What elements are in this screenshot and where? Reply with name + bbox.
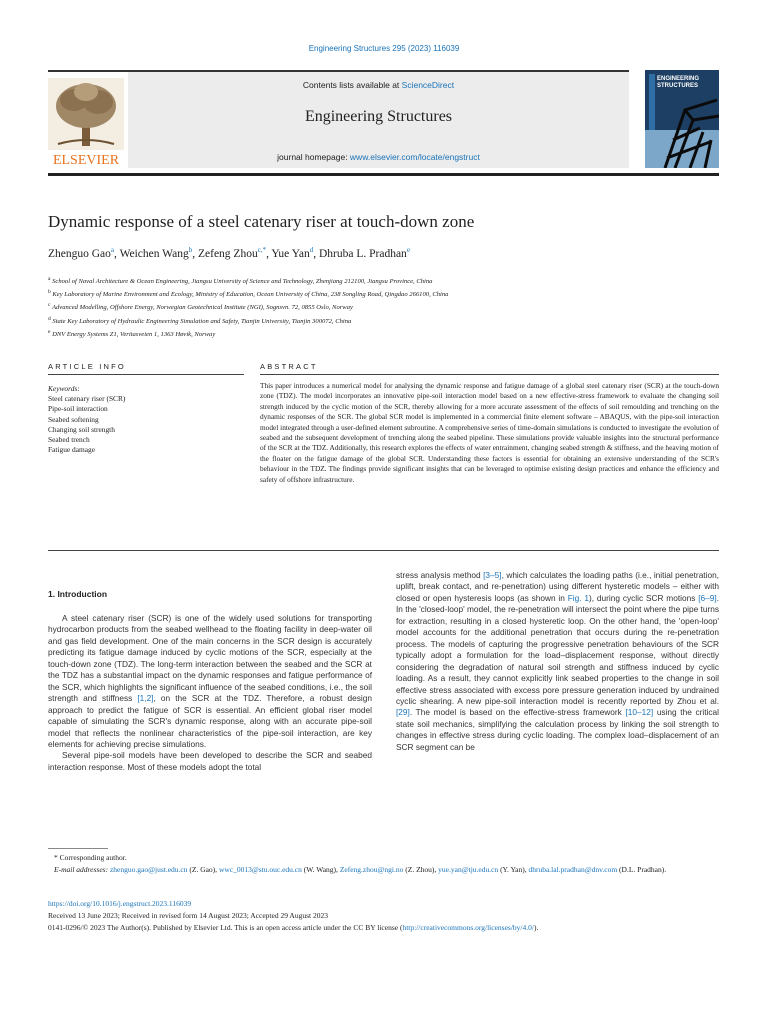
affiliation-item — [48, 327, 448, 340]
author-affiliation-mark[interactable]: d — [309, 246, 314, 254]
text-run: , on the SCR at the TDZ. Therefore, a robust design approach to predict the fatigue of SCR is essential. An efficient global riser model capable of simulating the SCR's dynamic response, along with an accurate pipe-soil model that reflects the nonlinear characteristics of the pipe-soil interaction, are key elements for achieving precise simulations. — [48, 693, 372, 749]
cover-title — [657, 76, 715, 90]
contents-line — [128, 80, 629, 90]
intro-paragraph-2: Several pipe-soil models have been developed to describe the SCR and seabed interaction response. Most of these models adopt the total — [48, 750, 372, 772]
email-link[interactable]: yue.yan@tju.edu.cn — [438, 865, 499, 874]
affiliation-item — [48, 287, 448, 300]
keyword-item: Fatigue damage — [48, 445, 95, 455]
affiliation-text: School of Naval Architecture & Ocean Engineering, Jiangsu University of Science and Technology, Zhenjiang 212100, Jiangsu Province, China — [52, 278, 433, 286]
author-affiliation-mark[interactable]: b — [188, 246, 193, 254]
affiliation-text: Key Laboratory of Marine Environment and Ecology, Ministry of Education, Ocean University of China, 238 Songling Road, Qingdao 266100, China — [52, 291, 449, 299]
keywords-label: Keywords: — [48, 384, 80, 393]
text-run: ), during cyclic SCR motions — [589, 592, 699, 603]
email-label: E-mail addresses: — [54, 865, 110, 874]
affiliation-item — [48, 274, 448, 287]
cover-title-line-2: STRUCTURES — [657, 83, 699, 89]
keyword-item: Seabed softening — [48, 414, 99, 424]
email-link[interactable]: wwc_0013@stu.ouc.edu.cn — [218, 865, 302, 874]
text-run: stress analysis method — [396, 570, 484, 580]
citation-link[interactable]: [10–12] — [625, 707, 654, 718]
contents-prefix: Contents lists available at — [302, 80, 402, 90]
affiliation-mark: e — [48, 328, 51, 335]
citation-link[interactable]: [3–5] — [483, 570, 502, 580]
license-line — [48, 922, 728, 934]
email-link[interactable]: Zefeng.zhou@ngi.no — [339, 865, 404, 874]
email-owner: (W. Wang), — [301, 865, 340, 874]
text-run: . The model is based on the effective-stress framework — [409, 707, 626, 718]
article-title: Dynamic response of a steel catenary riser at touch-down zone — [48, 212, 475, 231]
citation-link[interactable]: [29] — [396, 707, 410, 718]
homepage-link[interactable]: www.elsevier.com/locate/engstruct — [349, 152, 480, 162]
email-owner: (D.L. Pradhan). — [617, 865, 667, 874]
author-affiliation-mark[interactable]: e — [406, 246, 410, 254]
sciencedirect-link[interactable]: ScienceDirect — [401, 80, 455, 90]
affiliation-item — [48, 314, 448, 327]
abstract-text: This paper introduces a numerical model for analysing the dynamic response and fatigue damage of a global steel catenary riser (SCR) at the touch-down zone (TDZ). The model incorporates an innovative pipe-soil interaction model based on a new effective-stress framework to evaluate the changing soil strength induced by the cyclic motion of the SCR, thereby allowing for a more accurate assessment of the effects of soil remoulding and trenching on the dynamic responses of the SCR. The global SCR model is implemented in a commercial finite element software – ABAQUS, with the pipe-soil interaction model integrated through a user-defined element subroutine. A comprehensive series of time-domain simulations is conducted to investigate the evolution of seabed and the subsequent development of trenching along the seabed pipeline. These simulations provide valuable insights into the structural performance of the SCR at the TDZ. Additionally, this research explores the effects of water entrainment, changing seabed strength & stiffness, and the heaving motion of the floater on the fatigue damage of the global SCR. Understanding these factors is essential for obtaining an extensive understanding of the SCR's behaviour in the TDZ. The findings provide significant insights that can be leveraged to optimise existing design practices and enhance the efficiency and safety of offshore infrastructure. — [260, 381, 719, 484]
license-text: 0141-0296/© 2023 The Author(s). Published by Elsevier Ltd. This is an open access article under the CC BY license ( — [48, 923, 403, 932]
footnotes — [48, 852, 719, 876]
email-owner: (Y. Yan), — [498, 865, 529, 874]
keywords-list — [48, 384, 125, 455]
license-link[interactable]: http://creativecommons.org/licenses/by/4.0/ — [402, 923, 534, 932]
journal-homepage — [128, 152, 629, 162]
text-run: A steel catenary riser (SCR) is one of the widely used solutions for transporting hydrocarbon products from the seabed wellhead to the floating facility in deep-water oil and gas field development. One of the main concerns in the SCR design is accurately predicting its fatigue damage induced by cyclic motions of the SCR, especially at the touch-down zone (TDZ). The long-term interaction between the seabed and the SCR at the TDZ has a substantial impact on the dynamic responses and fatigue performance of the SCR, which highlights the significant influence of the seabed conditions, i.e., the soil strength and stiffness — [48, 613, 372, 704]
intro-paragraph-1 — [48, 613, 372, 750]
email-addresses — [48, 864, 719, 876]
journal-title: Engineering Structures — [304, 108, 453, 125]
email-link[interactable]: dhruba.lal.pradhan@dnv.com — [528, 865, 618, 874]
author-name[interactable]: Dhruba L. Pradhan — [318, 247, 407, 260]
abstract-bottom-rule — [48, 550, 719, 551]
author-name[interactable]: Zhenguo Gao — [48, 247, 111, 260]
author-name[interactable]: Yue Yan — [271, 247, 310, 260]
keyword-item: Steel catenary riser (SCR) — [48, 394, 126, 404]
footnote-rule — [48, 848, 108, 849]
journal-cover[interactable] — [645, 70, 719, 168]
abstract-heading: ABSTRACT — [260, 362, 318, 371]
figure-link[interactable]: Fig. 1 — [567, 592, 589, 603]
affiliation-mark: a — [48, 276, 51, 282]
elsevier-tree-icon — [48, 78, 124, 168]
license-text: ). — [533, 923, 539, 932]
introduction-heading: 1. Introduction — [48, 589, 108, 599]
article-info-heading: ARTICLE INFO — [48, 362, 126, 371]
article-info-rule — [48, 374, 244, 375]
author-list: Zhenguo Gao$^a$, Weichen Wang$^b$, Zefeng Zhou$^{c,*}$, Yue Yan$^d$, Dhruba L. Pradhan$^e$ — [48, 246, 410, 260]
affiliation-list — [48, 274, 448, 340]
affiliation-text: Advanced Modelling, Offshore Energy, Norwegian Geotechnical Institute (NGI), Sognsvn. 72, 0855 Oslo, Norway — [51, 304, 353, 312]
homepage-prefix: journal homepage: — [277, 152, 350, 162]
header-bottom-rule — [48, 173, 719, 176]
received-dates: Received 13 June 2023; Received in revised form 14 August 2023; Accepted 29 August 2023 — [48, 911, 328, 920]
corresponding-author-note: * Corresponding author. — [54, 853, 127, 862]
doi-link[interactable]: https://doi.org/10.1016/j.engstruct.2023.116039 — [48, 899, 192, 908]
text-run: using the critical state soil mechanics, simplifying the calculation process by linking the soil strength to changes in effective stress during cyclic loading. The complex load–displacement of an SCR segment can be — [396, 707, 720, 752]
cover-title-line-1: ENGINEERING — [657, 76, 700, 82]
body-column-right — [396, 570, 719, 753]
journal-reference[interactable]: Engineering Structures 295 (2023) 116039 — [308, 44, 460, 53]
author-name[interactable]: Zefeng Zhou — [197, 247, 258, 260]
elsevier-logo[interactable] — [48, 78, 124, 168]
affiliation-mark: c — [48, 302, 51, 309]
author-affiliation-mark[interactable]: c,* — [257, 246, 267, 254]
citation-link[interactable]: [1,2] — [137, 693, 154, 704]
email-owner: (Z. Zhou), — [403, 865, 439, 874]
intro-paragraph-3 — [396, 570, 719, 753]
abstract-rule — [260, 374, 719, 375]
email-link[interactable]: zhenguo.gao@just.edu.cn — [109, 865, 188, 874]
affiliation-mark: b — [48, 289, 51, 296]
body-column-left — [48, 613, 372, 773]
citation-link[interactable]: [6–9] — [698, 592, 717, 603]
keyword-item: Seabed trench — [48, 435, 90, 445]
keyword-item: Pipe-soil interaction — [48, 404, 108, 414]
keyword-item: Changing soil strength — [48, 424, 115, 434]
affiliation-text: DNV Energy Systems Z1, Veritasveien 1, 1363 Høvik, Norway — [52, 330, 216, 338]
author-name[interactable]: Weichen Wang — [119, 247, 189, 260]
email-owner: (Z. Gao), — [187, 865, 219, 874]
elsevier-wordmark: ELSEVIER — [52, 153, 120, 168]
affiliation-item — [48, 300, 448, 313]
text-run: . In the 'closed-loop' model, the re-penetration will intersect the point where the pipe turns for extraction, resulting in a closed hysteretic loop. On the other hand, the 'open-loop' model accounts for the additional penetration that occurs during the re-penetration process. The models of capturing the progressive penetration behaviours of the SCR typically adopt a formulation for the load–displacement response, without directly considering the degradation of natural soil strength and stiffness induced by cyclic loading. As a result, they cannot explicitly link seabed properties to the change in soil effective stress associated with excess pore pressure generation induced by undrained cyclic shearing. A new pipe-soil interaction model is recently reported by Zhou et al. — [396, 592, 719, 706]
publication-info — [48, 898, 728, 934]
text-run: , which calculates the loading paths (i.e., initial penetration, uplift, break contact, and re-penetration) using different hysteretic models – either with closed or open hysteresis loops (as shown in — [396, 570, 719, 603]
affiliation-text: State Key Laboratory of Hydraulic Engineering Simulation and Safety, Tianjin University, Tianjin 300072, China — [52, 317, 352, 325]
affiliation-mark: d — [48, 315, 51, 322]
author-affiliation-mark[interactable]: a — [110, 246, 115, 254]
